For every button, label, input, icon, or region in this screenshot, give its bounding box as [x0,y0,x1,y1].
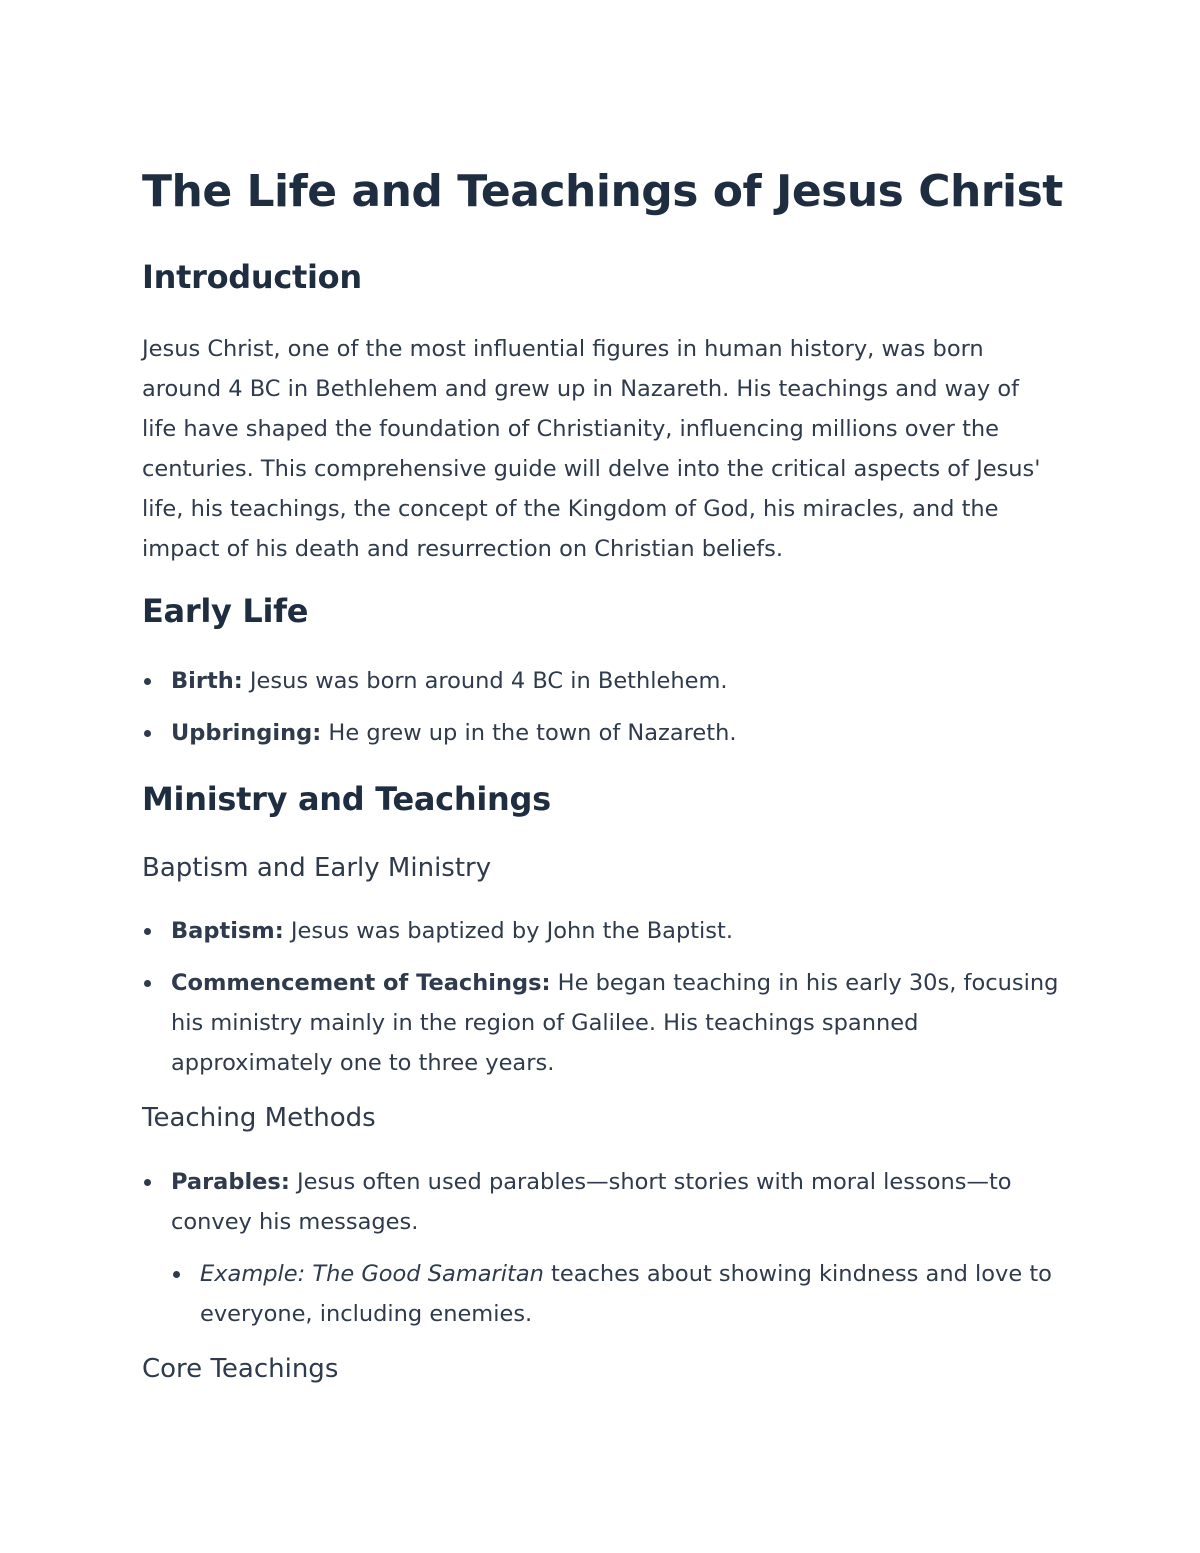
nested-list-item [171,1254,1089,1334]
list-item-label: Baptism: [171,918,284,944]
baptism-list [142,911,1060,1083]
core-teachings-subheading: Core Teachings [142,1354,339,1384]
ministry-heading: Ministry and Teachings [142,780,551,818]
list-item [142,911,1060,951]
list-item-text: He grew up in the town of Nazareth. [321,720,737,746]
early-life-heading: Early Life [142,592,309,630]
document-title: The Life and Teachings of Jesus Christ [142,166,1063,217]
example-title: Example: The Good Samaritan [200,1261,544,1287]
list-item-label: Commencement of Teachings: [171,970,551,996]
teaching-methods-subheading: Teaching Methods [142,1103,376,1133]
list-item [142,963,1060,1083]
nested-list-item-text: teaches about showing kindness and love to everyone, including enemies. [200,1261,1052,1327]
list-item [142,661,1060,701]
list-item-text: Jesus was born around 4 BC in Bethlehem. [242,668,728,694]
list-item-text: Jesus often used parables—short stories with moral lessons—to convey his messages. [171,1169,1012,1235]
list-item-text: He began teaching in his early 30s, focusing his ministry mainly in the region of Galilee. His teachings spanned approximately one to three years. [171,970,1059,1076]
introduction-heading: Introduction [142,258,362,296]
list-item-text: Jesus was baptized by John the Baptist. [283,918,733,944]
list-item [142,713,1060,753]
nested-list [171,1254,1089,1334]
list-item-label: Upbringing: [171,720,322,746]
early-life-list [142,661,1060,753]
teaching-methods-list [142,1162,1060,1334]
baptism-subheading: Baptism and Early Ministry [142,853,492,883]
introduction-paragraph: Jesus Christ, one of the most influential figures in human history, was born around 4 BC in Bethlehem and grew up in Nazareth. His teachings and way of life have shaped the foundation of Christianity, influencing millions over the centuries. This comprehensive guide will delve into the critical aspects of Jesus' life, his teachings, the concept of the Kingdom of God, his miracles, and the impact of his death and resurrection on Christian beliefs. [142,336,1041,562]
list-item-label: Parables: [171,1169,290,1195]
list-item [142,1162,1060,1334]
list-item-label: Birth: [171,668,243,694]
